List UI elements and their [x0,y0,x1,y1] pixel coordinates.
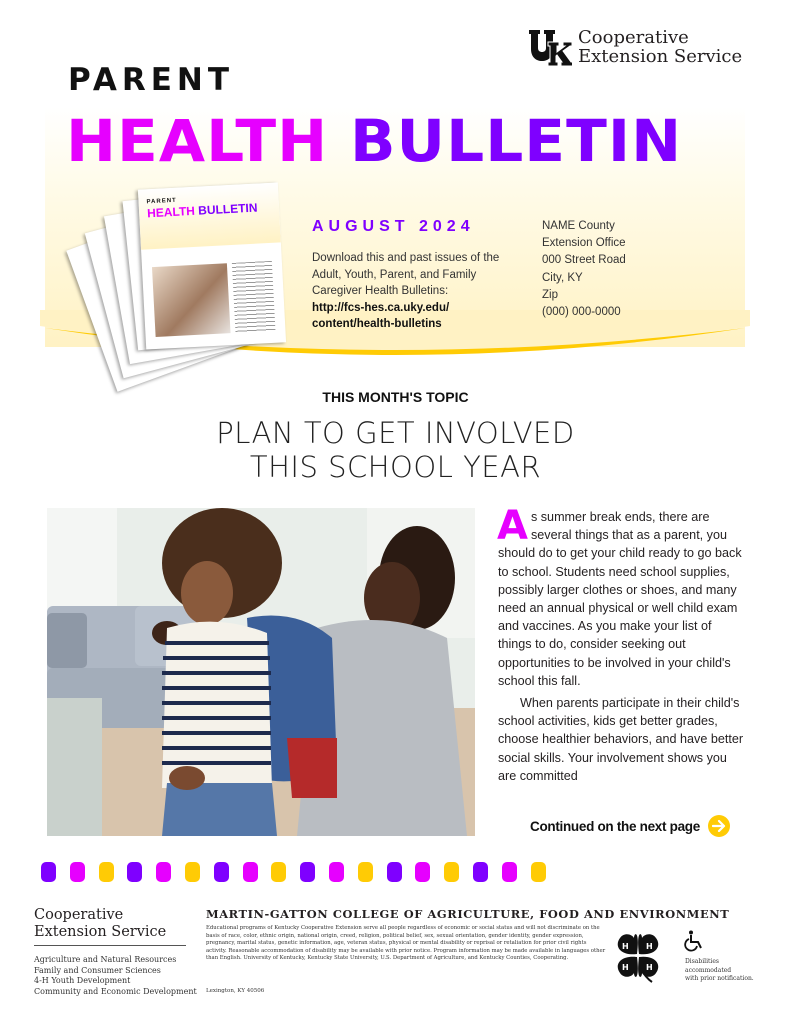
topic-title [0,416,791,484]
mini-title-health: HEALTH [146,203,196,221]
svg-text:H: H [646,963,653,972]
decorative-dot-magenta [243,862,258,882]
title-health: HEALTH [66,107,329,175]
disabilities-line-2: accommodated [685,966,732,974]
footer-program-units [34,955,197,997]
svg-text:H: H [622,942,629,951]
decorative-dot-purple [214,862,229,882]
topic-label: THIS MONTH'S TOPIC [322,389,469,405]
drop-cap: A [497,503,528,549]
nondiscrimination-statement: Educational programs of Kentucky Cooperative Extension serve all people regardless of economic or social status and will not discriminate on the basis of race, color, ethnic origin, national origin, creed, religion, political belief, sex, sexual orientation, gender identity, gender expression, pregnancy, marital status, genetic information, age, veteran status, physical or mental disability or reprisal or retaliation for prior civil rights activity. Reasonable accommodation of disability may be available with prior notice. Program information may be made available in languages other than English. University of Kentucky, Kentucky State University, U.S. Department of Agriculture, and Kentucky Counties, Cooperating. [206,925,606,962]
decorative-dot-purple [473,862,488,882]
program-unit: Community and Economic Development [34,986,197,996]
svg-text:H: H [622,963,629,972]
download-link[interactable] [312,300,512,333]
url-line-2: content/health-bulletins [312,318,442,330]
decorative-dot-gold [358,862,373,882]
article-paragraph-2: When parents participate in their child's school activities, kids get better grades, choose healthier behaviors, and have better social skills. Your involvement shows you are committed [498,696,744,783]
mini-photo [152,263,231,337]
decorative-dot-purple [387,862,402,882]
title-bulletin: BULLETIN [349,107,683,175]
footer-ces-logo [34,907,186,946]
series-title: PARENT [68,62,235,98]
decorative-dot-magenta [329,862,344,882]
article-paragraph-1 [497,503,748,690]
office-line: 000 Street Road [542,254,626,267]
download-info [312,250,512,333]
uk-logo-icon [528,28,572,66]
program-unit: 4-H Youth Development [34,976,131,985]
download-text: Download this and past issues of the Adult, Youth, Parent, and Family Caregiver Health Bulletins: [312,252,500,297]
footer-address: Lexington, KY 40506 [206,988,265,994]
footer-ces-line-1: Cooperative [34,907,124,923]
issue-date: AUGUST 2024 [312,218,475,235]
logo-line-1: Cooperative [578,27,689,48]
topic-title-line-2: THIS SCHOOL YEAR [249,450,542,484]
mini-text-lines [232,261,276,333]
disabilities-line-3: with prior notification. [685,975,754,982]
footer-ces-line-2: Extension Service [34,923,167,940]
decorative-dot-gold [444,862,459,882]
paragraph-1-text: s summer break ends, there are several things that as a parent, you should do to get your child ready to go back to school. Students need school supplies, possibly larger clothes or shoes, and many need an annual physical or well child exam and vaccines. As you make your list of things to do, consider seeking out opportunities to be involved in your child's school this fall. [498,510,742,688]
mini-series-title: PARENT [146,197,177,206]
father-daughter-photo [47,508,475,836]
4h-clover-icon [610,928,666,984]
url-line-1: http://fcs-hes.ca.uky.edu/ [312,301,450,314]
program-unit: Agriculture and Natural Resources [34,955,177,964]
past-issues-illustration [88,186,288,346]
decorative-dot-magenta [502,862,517,882]
mini-title-bulletin: BULLETIN [197,200,258,218]
wheelchair-accessibility-icon [684,930,704,952]
arrow-right-circle-icon [708,815,730,837]
college-name: MARTIN-GATTON COLLEGE OF AGRICULTURE, FOOD AND ENVIRONMENT [206,907,730,921]
decorative-dot-purple [41,862,56,882]
office-line: Extension Office [542,237,626,250]
article-photo [47,508,475,836]
disabilities-line-1: Disabilities [685,958,719,965]
decorative-dot-purple [127,862,142,882]
decorative-dot-magenta [156,862,171,882]
office-line: City, KY [542,271,583,284]
decorative-dot-gold [271,862,286,882]
office-line: NAME County [542,220,615,232]
program-unit: Family and Consumer Sciences [34,965,161,975]
office-line: Zip [542,288,558,301]
county-office-address [542,218,626,321]
decorative-dot-magenta [70,862,85,882]
uk-cooperative-extension-logo [528,28,742,66]
disabilities-notice [685,958,754,984]
decorative-dot-purple [300,862,315,882]
svg-text:H: H [646,942,653,951]
decorative-dot-gold [531,862,546,882]
decorative-dot-magenta [415,862,430,882]
decorative-dot-row [41,862,546,882]
article-body [497,503,748,785]
topic-title-line-1: PLAN TO GET INVOLVED [216,416,575,450]
issue-thumbnail-front [138,182,286,349]
continued-label: Continued on the next page [530,818,700,834]
logo-line-2: Extension Service [578,46,743,67]
bulletin-title [66,108,682,174]
decorative-dot-gold [99,862,114,882]
continued-next-page[interactable] [530,815,730,837]
office-line: (000) 000-0000 [542,306,621,319]
decorative-dot-gold [185,862,200,882]
